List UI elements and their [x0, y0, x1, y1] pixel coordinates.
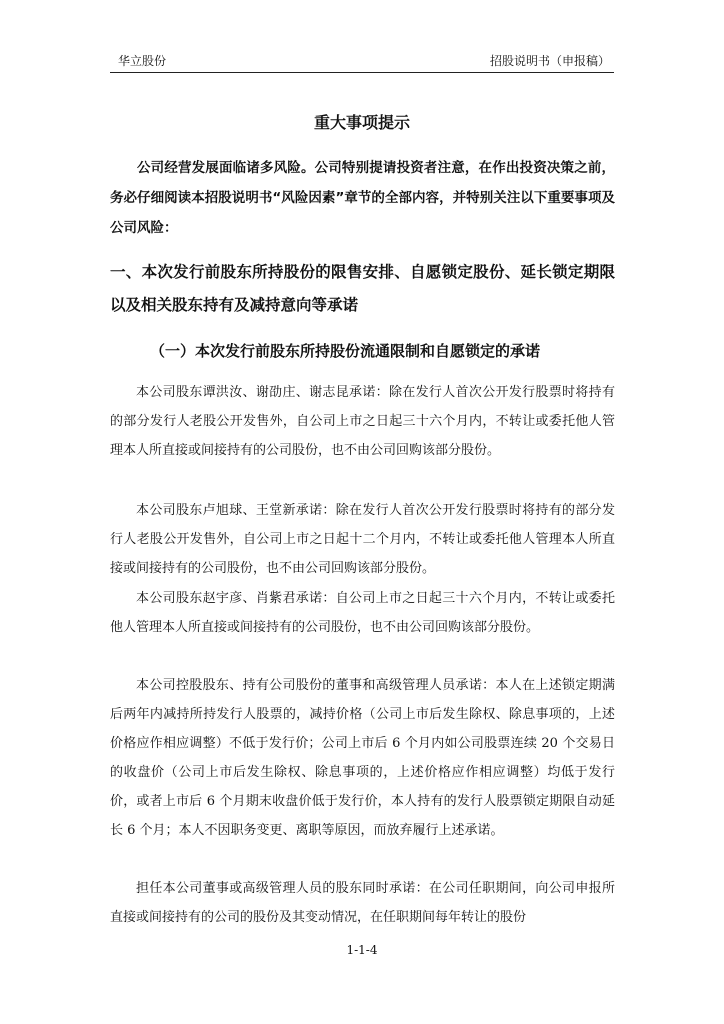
body-paragraph: 本公司控股股东、持有公司股份的董事和高级管理人员承诺：本人在上述锁定期满后两年内减持所持发行人股票的，减持价格（公司上市后发生除权、除息事项的，上述价格应作相应调整）不低于发行价；公司上市后 6 个月内如公司股票连续 20 个交易日的收盘价（公司上市后发生除权、除息事项的，上述价格应作相应调整）均低于发行价，或者上市后 6 个月期末收盘价低于发行价，本人持有的发行人股票锁定期限自动延长 6 个月；本人不因职务变更、离职等原因，而放弃履行上述承诺。 — [110, 678, 615, 838]
subsection-heading: （一）本次发行前股东所持股份流通限制和自愿锁定的承诺 — [150, 342, 541, 360]
body-paragraph: 本公司股东谭洪汝、谢劭庄、谢志昆承诺：除在发行人首次公开发行股票时将持有的部分发行人老股公开发售外，自公司上市之日起三十六个月内，不转让或委托他人管理本人所直接或间接持有的公司股份，也不由公司回购该部分股份。 — [110, 385, 615, 458]
body-paragraph: 担任本公司董事或高级管理人员的股东同时承诺：在公司任职期间，向公司申报所直接或间接持有的公司的股份及其变动情况，在任职期间每年转让的股份 — [110, 881, 615, 925]
page-number: 1-1-4 — [346, 943, 378, 957]
header-company: 华立股份 — [118, 54, 167, 68]
header-document-title: 招股说明书（申报稿） — [489, 54, 610, 68]
section-heading: 一、本次发行前股东所持股份的限售安排、自愿锁定股份、延长锁定期限以及相关股东持有及减持意向等承诺 — [110, 263, 615, 314]
intro-paragraph: 公司经营发展面临诸多风险。公司特别提请投资者注意，在作出投资决策之前，务必仔细阅读本招股说明书“风险因素”章节的全部内容，并特别关注以下重要事项及公司风险： — [110, 160, 615, 236]
page-title: 重大事项提示 — [313, 113, 410, 132]
body-paragraph: 本公司股东赵宇彦、肖紫君承诺：自公司上市之日起三十六个月内，不转让或委托他人管理本人所直接或间接持有的公司股份，也不由公司回购该部分股份。 — [110, 591, 615, 635]
page-header — [110, 50, 614, 73]
body-paragraph: 本公司股东卢旭球、王堂新承诺：除在发行人首次公开发行股票时将持有的部分发行人老股公开发售外，自公司上市之日起十二个月内，不转让或委托他人管理本人所直接或间接持有的公司股份，也不由公司回购该部分股份。 — [110, 503, 615, 576]
